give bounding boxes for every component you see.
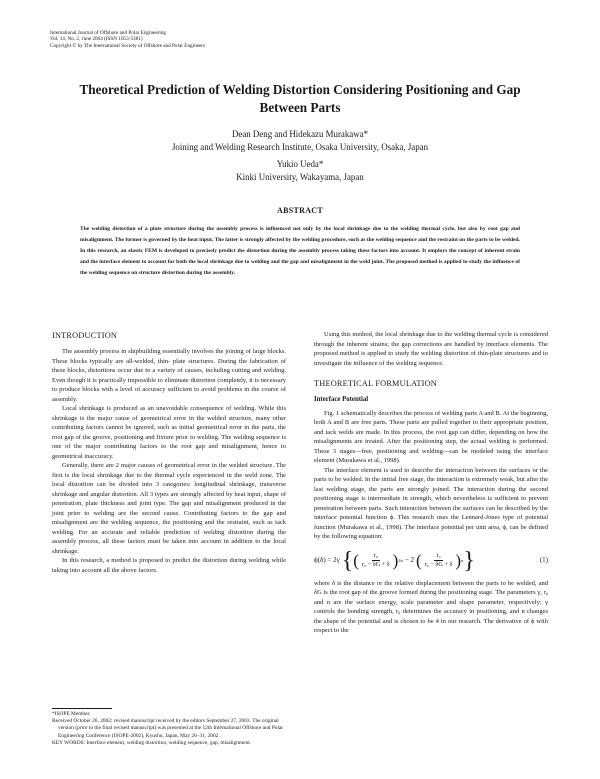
paper-title: Theoretical Prediction of Welding Distortion Considering Positioning and Gap Between Parts bbox=[79, 82, 521, 115]
intro-paragraph: Local shrinkage is produced as an unavoidable consequence of welding. While this shrinkage is the major cause of geometrical error in the welded structure, many other contributing factors cannot be ignored, such as initial geometrical error in the parts, the root gap of the groove, positioning and fixture prior to welding. The welding sequence is one of the major contributing factors to the root gap and misalignment, hence to geometrical inaccuracy. bbox=[52, 405, 286, 460]
journal-volume: Vol. 14, No. 2, June 2004 (ISSN 1053-5381) bbox=[50, 36, 143, 43]
fraction-denominator: r₀ − δG + δ bbox=[424, 561, 453, 568]
footnote: Received October 26, 2002; revised manuscript received by the editors September 27, 2003. The original version (prior to the final revised manuscript) was presented at the 12th International Offshore and Polar Engineering Conference (ISOPE-2002), Kyushu, Japan, May 26–31, 2002. bbox=[52, 718, 284, 739]
minus-two: − 2 bbox=[404, 555, 415, 564]
journal-header bbox=[50, 30, 205, 49]
right-brace: } bbox=[463, 547, 475, 574]
footnotes bbox=[52, 711, 286, 747]
fraction-2 bbox=[423, 552, 455, 569]
right-paren: ) bbox=[455, 551, 462, 570]
subsection-heading: Interface Potential bbox=[314, 396, 369, 403]
equation-1 bbox=[314, 546, 548, 576]
section-heading-introduction: INTRODUCTION bbox=[52, 331, 118, 340]
author-block-2 bbox=[60, 158, 540, 183]
author-block-1 bbox=[60, 128, 540, 153]
equation-body bbox=[342, 549, 475, 573]
abstract-heading: ABSTRACT bbox=[277, 206, 323, 215]
exponent-2: n bbox=[461, 557, 464, 563]
left-column bbox=[52, 330, 286, 575]
right-column bbox=[314, 330, 548, 636]
body-paragraph: Using this method, the local shrinkage due to the welding thermal cycle is considered through the inherent strains; the gap corrections are handled by interface elements. The proposed method is applied to study the welding distortion of thin-plate structures and to investigate the influence of the welding sequence. bbox=[314, 331, 548, 367]
body-paragraph: Fig. 1 schematically describes the process of welding parts A and B. At the beginning, both A and B are free parts. These parts are pulled together to their appropriate position, and tack welds are made. In this process, the root gap can differ, depending on how the misalignments are treated. After the positioning step, the actual welding is performed. These 3 stages—free, positioning and welding—can be modeled using the interface element (Murakawa et al., 1998). bbox=[314, 409, 548, 464]
fraction-numerator: r₀ bbox=[373, 552, 378, 559]
body-paragraph: where δ is the distance or the relative displacement between the parts to be welded, and δG is the root gap of the groove formed during the positioning stage. The parameters γ, r₀ and n are the surface energy, scale parameter and shape parameter, respectively; γ controls the bonding strength, r₀ determines the accuracy in positioning, and n changes the shape of the potential and is chosen to be 4 in our research. The derivative of ϕ with respect to the bbox=[314, 579, 548, 634]
journal-name: International Journal of Offshore and Polar Engineering bbox=[50, 30, 167, 36]
author-affiliation-1: Joining and Welding Research Institute, Osaka University, Osaka, Japan bbox=[171, 141, 429, 152]
abstract-text: The welding distortion of a plate structure during the assembly process is influenced not only by the local shrinkage due to the welding thermal cycle, but also by root gap and misalignment. The former is governed by the heat input. The latter is strongly affected by the welding procedure, such as the welding sequence and the restraint on the parts to be welded. In this research, an elastic FEM is developed to precisely predict the distortion during the assembly process taking these factors into account. It employs the concept of inherent strain and the interface element to account for both the local shrinkage due to welding and the gap and misalignment in the weld joint. The proposed method is applied to study the influence of the welding sequence on structure distortion during the assembly. bbox=[80, 226, 520, 277]
author-names-2: Yukio Ueda* bbox=[276, 159, 324, 169]
fraction-numerator: r₀ bbox=[436, 552, 441, 559]
body-paragraph: The interface element is used to describe the interaction between the surfaces or the parts to be welded. In the initial free stage, the interaction is extremely weak, but after the last welding stage, the parts are strongly joined. The interaction during the second positioning stage is intermediate in strength, which nevertheless is sufficient to prevent penetration between parts. Such interaction between the surfaces can be described by the interface potential function ϕ. This research uses the Lennard-Jones type of potential function (Murakawa et al., 1998). The interface potential per unit area, ϕ, can be defined by the following equation: bbox=[314, 466, 548, 540]
right-paren: ) bbox=[392, 551, 399, 570]
journal-copyright: Copyright © by The International Society of Offshore and Polar Engineers bbox=[50, 42, 206, 49]
equation-lhs: ϕ(δ) = 2γ bbox=[314, 555, 340, 564]
exponent-1: 2n bbox=[398, 557, 403, 563]
left-brace: { bbox=[341, 547, 354, 574]
section-heading-theory: THEORETICAL FORMULATION bbox=[314, 379, 437, 388]
footnote: KEY WORDS: Interface element, welding distortion, welding sequence, gap, misalignment. bbox=[52, 739, 252, 746]
intro-paragraph: Generally, there are 2 major causes of geometrical error in the welded structure. The first is the local shrinkage due to the thermal cycle experienced in the weld zone. The local distortion can be divided into 3 categories: longitudinal shrinkage, transverse shrinkage and angular distortion. All 3 types are strongly affected by heat input, shape of penetration, plate thickness and joint type. The gap and misalignment produced in the joint prior to welding are the second cause. Contributing factors to the gap and misalignment are the welding sequence, the positioning and the restraint, such as tack welding. For an accurate and reliable prediction of welding distortion during the assembly process, all these factors must be taken into account in addition to the local shrinkage. bbox=[52, 462, 286, 555]
equation-number: (1) bbox=[539, 555, 548, 564]
left-paren: ( bbox=[353, 551, 359, 570]
fraction-1 bbox=[360, 552, 392, 569]
author-affiliation-2: Kinki University, Wakayama, Japan bbox=[236, 171, 364, 182]
author-names-1: Dean Deng and Hidekazu Murakawa* bbox=[231, 129, 369, 139]
intro-paragraph: The assembly process in shipbuilding essentially involves the joining of large blocks. These blocks typically are all-welded, thin- plate structures. During the fabrication of these blocks, distortions occur due to a variety of causes, including cutting and welding. Even though it is practically impossible to eliminate distortion completely, it is necessary to produce blocks with a level of accuracy sufficient to avoid problems in the course of assembly. bbox=[52, 348, 286, 403]
footnote-divider bbox=[52, 708, 112, 709]
fraction-denominator: r₀ − δG + δ bbox=[361, 561, 390, 568]
footnote: *ISOPE Member. bbox=[52, 711, 91, 717]
intro-paragraph: In this research, a method is proposed to predict the distortion during welding while taking into account all the above factors. bbox=[52, 557, 286, 574]
left-paren: ( bbox=[416, 551, 422, 570]
